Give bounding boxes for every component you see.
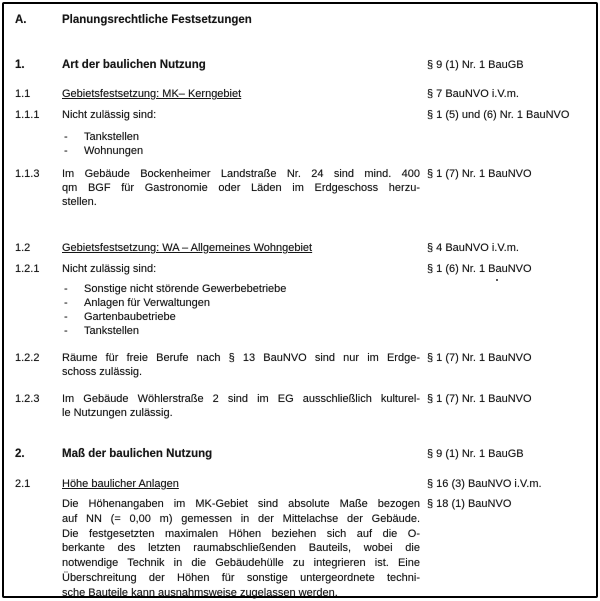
document-title-row	[15, 13, 586, 27]
section-row-1-2	[15, 241, 586, 255]
bullet-dash: -	[64, 325, 68, 337]
section-row-2	[15, 447, 586, 461]
section-row-1-2-2	[15, 351, 586, 379]
section-row-1-2-1	[15, 262, 586, 276]
paragraph-line: stellen.	[62, 196, 97, 208]
section-row-1	[15, 58, 586, 72]
bullet-list-2	[64, 282, 286, 338]
section-text: Nicht zulässig sind:	[62, 109, 157, 121]
section-number: 2.1	[15, 478, 31, 490]
bullet-dash: -	[64, 311, 68, 323]
legal-reference: § 1 (6) Nr. 1 BauNVO	[427, 263, 532, 275]
section-heading-underlined: Höhe baulicher Anlagen	[62, 478, 179, 490]
list-item	[64, 324, 286, 338]
section-number: 1.2	[15, 242, 31, 254]
paragraph-line: qm BGF für Gastronomie oder Läden im Erdgeschoss herzu-	[62, 182, 420, 194]
section-row-2-1-body	[15, 497, 586, 601]
section-paragraph	[62, 497, 420, 601]
section-heading: Maß der baulichen Nutzung	[62, 448, 213, 460]
section-paragraph	[62, 167, 420, 209]
list-item-text: Tankstellen	[84, 325, 140, 337]
bullet-dash: -	[64, 297, 68, 309]
list-item-text: Sonstige nicht störende Gewerbebetriebe	[84, 283, 287, 295]
legal-reference: § 9 (1) Nr. 1 BauGB	[427, 59, 524, 71]
section-number: 1.1.1	[15, 109, 40, 121]
bullet-dash: -	[64, 145, 68, 157]
paragraph-line: Im Gebäude Wöhlerstraße 2 sind im EG ausschließlich kulturel-	[62, 393, 420, 405]
section-number: 1.	[15, 59, 25, 71]
paragraph-line: Die festgesetzten maximalen Höhen beziehen sich auf die O-	[62, 527, 420, 540]
bullet-list-1	[64, 130, 143, 158]
section-number: 1.1	[15, 88, 31, 100]
section-number: 1.2.3	[15, 393, 40, 405]
list-item-text: Wohnungen	[84, 145, 144, 157]
section-row-2-1	[15, 477, 586, 491]
section-row-1-1	[15, 87, 586, 101]
list-item	[64, 310, 286, 324]
bullet-dash: -	[64, 283, 68, 295]
title-number: A.	[15, 14, 27, 26]
paragraph-line: schoss zulässig.	[62, 366, 143, 378]
section-number: 1.2.1	[15, 263, 40, 275]
list-item	[64, 144, 143, 158]
section-heading-underlined: Gebietsfestsetzung: WA – Allgemeines Wohngebiet	[62, 242, 313, 254]
paragraph-line: le Nutzungen zulässig.	[62, 407, 173, 419]
list-item-text: Anlagen für Verwaltungen	[84, 297, 210, 309]
legal-reference: § 1 (7) Nr. 1 BauNVO	[427, 352, 532, 364]
list-item-text: Tankstellen	[84, 131, 140, 143]
paragraph-line: Überschreitung der Höhen für sonstige untergeordnete techni-	[62, 571, 420, 584]
legal-reference: § 1 (7) Nr. 1 BauNVO	[427, 168, 532, 180]
section-paragraph	[62, 392, 420, 420]
paragraph-line: berkante des letzten raumabschließenden Bauteils, wobei die	[62, 542, 420, 555]
list-item-text: Gartenbaubetriebe	[84, 311, 176, 323]
section-row-1-1-1	[15, 108, 586, 122]
paragraph-line: Die Höhenangaben im MK-Gebiet sind absolute Maße bezogen	[62, 498, 420, 510]
section-number: 2.	[15, 448, 25, 460]
legal-reference: § 16 (3) BauNVO i.V.m.	[427, 478, 542, 490]
paragraph-line: sche Bauteile kann ausnahmsweise zugelassen werden.	[62, 586, 338, 599]
paragraph-line: Im Gebäude Bockenheimer Landstraße Nr. 24 sind mind. 400	[62, 168, 420, 180]
section-number: 1.2.2	[15, 352, 40, 364]
legal-reference: § 7 BauNVO i.V.m.	[427, 88, 519, 100]
legal-reference: § 1 (7) Nr. 1 BauNVO	[427, 393, 532, 405]
page-title: Planungsrechtliche Festsetzungen	[62, 14, 252, 26]
section-row-1-2-3	[15, 392, 586, 420]
section-paragraph	[62, 351, 420, 379]
legal-reference: § 18 (1) BauNVO	[427, 498, 512, 510]
scan-artifact-dot	[496, 279, 498, 281]
section-text: Nicht zulässig sind:	[62, 263, 157, 275]
section-row-1-1-3	[15, 167, 586, 209]
legal-reference: § 9 (1) Nr. 1 BauGB	[427, 448, 524, 460]
legal-reference: § 1 (5) und (6) Nr. 1 BauNVO	[427, 109, 570, 121]
paragraph-line: notwendige Technik in die Gebäudehülle zu integrieren ist. Eine	[62, 557, 420, 570]
list-item	[64, 296, 286, 310]
paragraph-line: auf NN (= 0,00 m) gemessen in der Mittelachse der Gebäude.	[62, 512, 420, 525]
section-heading-underlined: Gebietsfestsetzung: MK– Kerngebiet	[62, 88, 242, 100]
section-number: 1.1.3	[15, 168, 40, 180]
paragraph-line: Räume für freie Berufe nach § 13 BauNVO sind nur im Erdge-	[62, 352, 420, 364]
legal-reference: § 4 BauNVO i.V.m.	[427, 242, 519, 254]
list-item	[64, 130, 143, 144]
list-item	[64, 282, 286, 296]
section-heading: Art der baulichen Nutzung	[62, 59, 206, 71]
bullet-dash: -	[64, 131, 68, 143]
